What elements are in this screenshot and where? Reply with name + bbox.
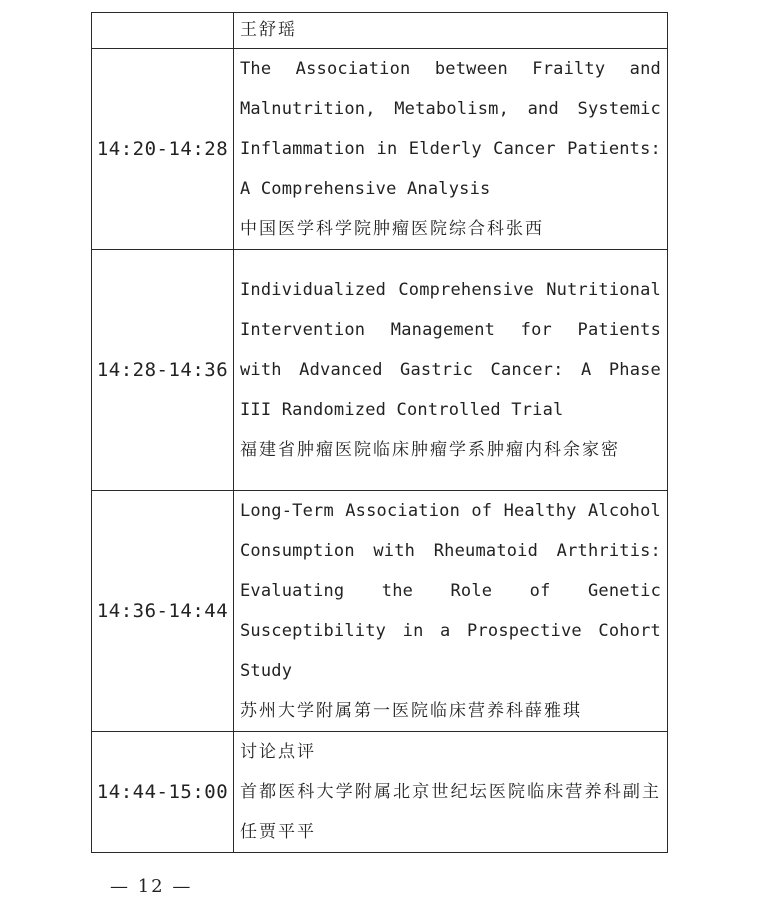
content-cell [234, 250, 668, 491]
table-row [92, 49, 668, 250]
content-cell [234, 732, 668, 853]
speaker-info: 首都医科大学附属北京世纪坛医院临床营养科副主任贾平平 [240, 782, 661, 842]
schedule-table [91, 12, 668, 853]
time-cell: 14:36-14:44 [92, 491, 234, 732]
talk-title: Long-Term Association of Healthy Alcohol Consumption with Rheumatoid Arthritis: Evaluating the Role of Genetic Susceptibility in a Prospective Cohort Study [240, 501, 661, 681]
speaker-info: 中国医学科学院肿瘤医院综合科张西 [240, 219, 544, 239]
talk-title: Individualized Comprehensive Nutritional Intervention Management for Patients with Advanced Gastric Cancer: A Phase III Randomized Controlled Trial [240, 280, 661, 420]
time-cell [92, 13, 234, 49]
speaker-info: 王舒瑶 [240, 20, 297, 40]
content-cell [234, 13, 668, 49]
time-cell: 14:28-14:36 [92, 250, 234, 491]
table-row [92, 732, 668, 853]
time-cell: 14:44-15:00 [92, 732, 234, 853]
table-row [92, 250, 668, 491]
speaker-info: 福建省肿瘤医院临床肿瘤学系肿瘤内科余家密 [240, 440, 620, 460]
table-row [92, 13, 668, 49]
table-row [92, 491, 668, 732]
talk-title: The Association between Frailty and Malnutrition, Metabolism, and Systemic Inflammation in Elderly Cancer Patients: A Comprehensive Analysis [240, 59, 661, 199]
time-cell: 14:20-14:28 [92, 49, 234, 250]
content-cell [234, 49, 668, 250]
speaker-info: 苏州大学附属第一医院临床营养科薛雅琪 [240, 701, 582, 721]
page-number: — 12 — [110, 876, 193, 897]
content-cell [234, 491, 668, 732]
discussion-label: 讨论点评 [240, 742, 316, 762]
